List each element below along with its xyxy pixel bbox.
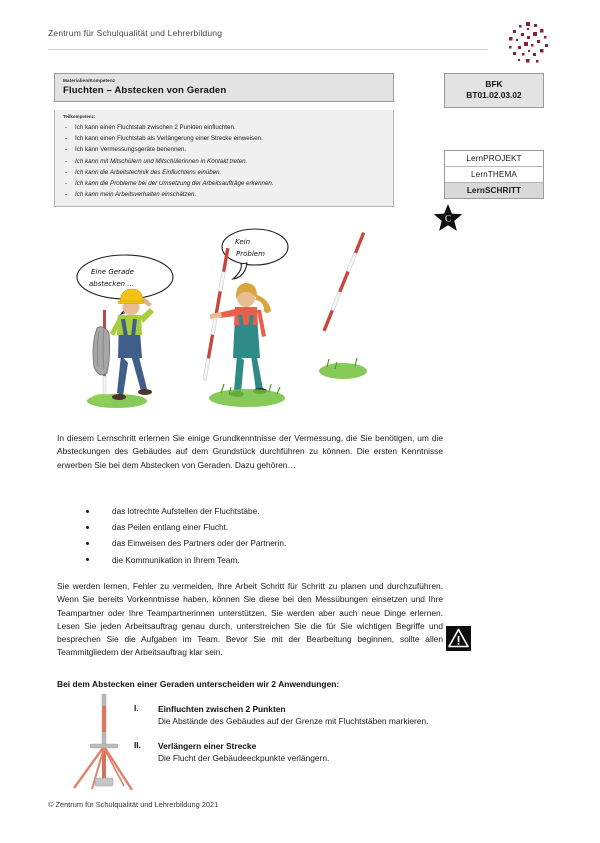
star-badge-icon xyxy=(432,203,464,235)
competence-box xyxy=(54,110,394,207)
code-box xyxy=(444,73,544,108)
page-header xyxy=(48,24,552,70)
svg-text:Problem: Problem xyxy=(236,250,265,258)
competence-item: - Ich kann Vermessungsgeräte benennen. xyxy=(63,144,385,155)
competence-item: - Ich kann einen Fluchtstab als Verlängerung einer Strecke einweisen. xyxy=(63,133,385,144)
list-item: das Peilen entlang einer Flucht. xyxy=(86,519,416,535)
competence-item: - Ich kann einen Fluchtstab zwischen 2 Punkten einfluchten. xyxy=(63,122,385,133)
list-item: das Einweisen des Partners oder der Partnerin. xyxy=(86,535,416,551)
header-divider xyxy=(48,49,488,50)
competence-item: - Ich kann mein Arbeitsverhalten einschätzen. xyxy=(63,189,385,200)
footer-copyright: © Zentrum für Schulqualität und Lehrerbildung 2021 xyxy=(48,800,219,809)
topic-bullet-list xyxy=(86,503,416,568)
list-item: das lotrechte Aufstellen der Fluchtstäbe. xyxy=(86,503,416,519)
numbered-item-title: Einfluchten zwischen 2 Punkten xyxy=(158,704,286,714)
figure-worker xyxy=(110,289,154,400)
grass-patch xyxy=(319,363,367,379)
numbered-item-description: Die Flucht der Gebäudeeckpunkte verlängern. xyxy=(158,753,330,764)
lern-row-thema[interactable]: LernTHEMA xyxy=(445,167,543,183)
competence-kicker: Teilkompetenz: xyxy=(63,114,96,119)
grass-patch xyxy=(209,389,285,407)
numbered-item-numeral: II. xyxy=(134,739,141,750)
svg-text:Kein: Kein xyxy=(235,238,251,246)
lern-stack xyxy=(444,150,544,199)
list-item: die Kommunikation in Ihrem Team. xyxy=(86,552,416,568)
second-paragraph: Sie werden lernen, Fehler zu vermeiden, Ihre Arbeit Schritt für Schritt zu planen und durchzuführen. Wenn Sie bereits Vorkenntnisse haben, können Sie diese bei den Messübungen einsetzen und Ihre Teampartner oder Ihre Teampartnerinnen unterstützen. Sie werden aber auch neue Dinge erlernen. Lesen Sie jeden Arbeitsauftrag genau durch, unterstreichen Sie die für Sie wichtigen Begriffe und besprechen Sie die Aufgaben im Team. Bevor Sie mit der Bearbeitung beginnen, sollte allen Teammitgliedern der Arbeitsauftrag klar sein. xyxy=(57,581,443,658)
numbered-item-description: Die Abstände des Gebäudes auf der Grenze mit Fluchtstäben markieren. xyxy=(158,716,429,727)
code-value: BT01.02.03.02 xyxy=(466,90,522,100)
competence-item: - Ich kann mit Mitschülern und Mitschülerinnen in Kontakt treten. xyxy=(63,156,385,167)
numbered-item xyxy=(134,740,434,765)
title-box xyxy=(54,73,394,102)
title-kicker: Materialien/Kompetenz xyxy=(63,78,116,83)
svg-text:Eine Gerade: Eine Gerade xyxy=(91,268,134,276)
lern-row-projekt[interactable]: LernPROJEKT xyxy=(445,151,543,167)
intro-paragraph: In diesem Lernschritt erlernen Sie einige Grundkenntnisse der Vermessung, die Sie benötigen, um die Absteckungen des Gebäudes auf dem Grundstück durchführen zu können. Die ersten Kenntnisse erwerben Sie bei dem Abstecken von Geraden. Dazu gehören… xyxy=(57,433,443,470)
numbered-item xyxy=(134,703,434,728)
survey-pole-left xyxy=(93,310,110,398)
code-label: BFK xyxy=(485,79,503,89)
zsl-dot-circle-logo-icon xyxy=(500,16,556,72)
speech-bubble-right xyxy=(222,229,288,279)
numbered-item-numeral: I. xyxy=(134,703,139,713)
page-title: Fluchten – Abstecken von Geraden xyxy=(63,85,227,96)
numbered-item-title: Verlängern einer Strecke xyxy=(158,740,257,751)
svg-text:abstecken ...: abstecken ... xyxy=(89,280,134,288)
warning-triangle-icon xyxy=(446,626,471,651)
lern-row-schritt[interactable]: LernSCHRITT xyxy=(445,183,543,198)
competence-item: - Ich kann die Probleme bei der Umsetzung der Arbeitsaufträge erkennen. xyxy=(63,178,385,189)
institution-name: Zentrum für Schulqualität und Lehrerbildung xyxy=(48,28,223,38)
star-badge-letter: C xyxy=(444,213,452,224)
survey-illustration xyxy=(55,215,405,420)
numbered-application-list xyxy=(134,703,434,777)
competence-list xyxy=(63,122,385,200)
survey-pole-planted xyxy=(322,232,365,332)
competence-item: - Ich kann die Arbeitstechnik des Einfluchtens einüben. xyxy=(63,167,385,178)
section-subheading: Bei dem Abstecken einer Geraden unterscheiden wir 2 Anwendungen: xyxy=(57,679,340,689)
